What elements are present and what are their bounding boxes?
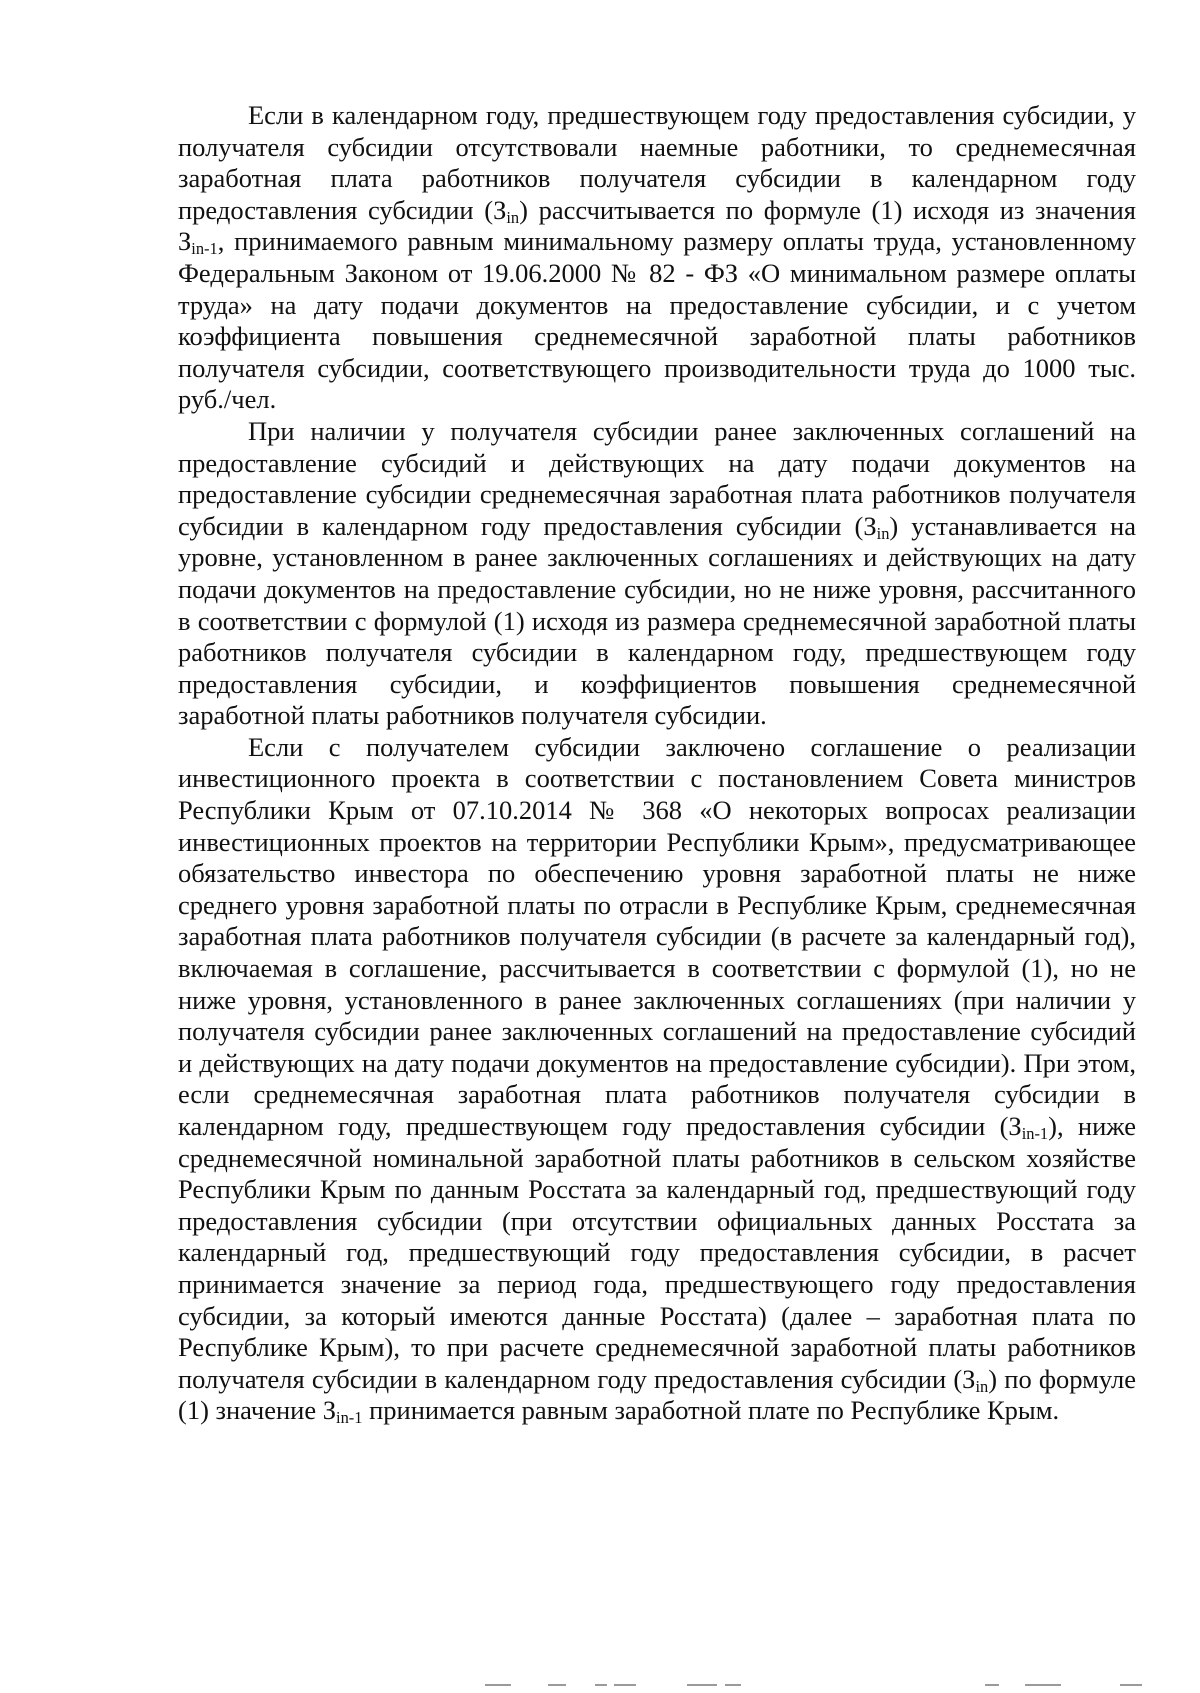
text-segment: При наличии у получателя субсидии ранее заключенных соглашений на предоставление субсидий и действующих на дату подачи документов на предоставление субсидии среднемесячная заработная плата работников получателя субсидии в календарном году предоставления субсидии (З: [178, 415, 1136, 541]
scan-artifact-mark: [725, 1684, 741, 1686]
scan-artifact-mark: [1025, 1684, 1061, 1686]
text-segment: ) по формуле (1) значение З: [178, 1363, 1136, 1426]
scan-artifact-mark: [485, 1684, 511, 1686]
paragraph-investment-project: [178, 732, 1136, 1427]
subscript-index: in: [876, 523, 890, 543]
scan-artifact-mark: [687, 1684, 717, 1686]
subscript-index: in-1: [1021, 1124, 1049, 1144]
text-segment: ) устанавливается на уровне, установленном в ранее заключенных соглашениях и действующих на дату подачи документов на предоставление субсидии, но не ниже уровня, рассчитанного в соответствии с формулой (1) исходя из размера среднемесячной заработной платы работников получателя субсидии в календарном году, предшествующем году предоставления субсидии, и коэффициентов повышения среднемесячной заработной платы работников получателя субсидии.: [178, 510, 1136, 731]
scan-artifact-mark: [595, 1684, 607, 1686]
text-segment: принимается равным заработной плате по Республике Крым.: [362, 1395, 1060, 1426]
text-segment: Если с получателем субсидии заключено соглашение о реализации инвестиционного проекта в соответствии с постановлением Совета министров Республики Крым от 07.10.2014 № 368 «О некоторых вопросах реализации инвестиционных проектов на территории Республики Крым», предусматривающее обязательство инвестора по обеспечению уровня заработной платы не ниже среднего уровня заработной платы по отрасли в Республике Крым, среднемесячная заработная плата работников получателя субсидии (в расчете за календарный год), включаемая в соглашение, рассчитывается в соответствии с формулой (1), но не ниже уровня, установленного в ранее заключенных соглашениях (при наличии у получателя субсидии ранее заключенных соглашений на предоставление субсидий и действующих на дату подачи документов на предоставление субсидии). При этом, если среднемесячная заработная плата работников получателя субсидии в календарном году, предшествующем году предоставления субсидии (З: [178, 731, 1136, 1141]
scan-artifact-mark: [985, 1684, 999, 1686]
scan-artifact-mark: [1120, 1684, 1142, 1686]
subscript-index: in-1: [191, 239, 218, 259]
scan-artifacts: [0, 1684, 1200, 1690]
subscript-index: in: [506, 207, 520, 227]
text-segment: , принимаемого равным минимальному размеру оплаты труда, установленному Федеральным Законом от 19.06.2000 № 82 - ФЗ «О минимальном размере оплаты труда» на дату подачи документов на предоставление субсидии, и с учетом коэффициента повышения среднемесячной заработной платы работников получателя субсидии, соответствующего производительности труда до 1000 тыс. руб./чел.: [178, 226, 1136, 415]
subscript-index: in: [975, 1376, 989, 1396]
paragraph-previous-agreements: [178, 416, 1136, 732]
paragraph-no-employees: [178, 100, 1136, 416]
scan-artifact-mark: [614, 1684, 636, 1686]
text-segment: Если в календарном году, предшествующем году предоставления субсидии, у получателя субсидии отсутствовали наемные работники, то среднемесячная заработная плата работников получателя субсидии в календарном году предоставления субсидии (З: [178, 100, 1136, 225]
scan-artifact-mark: [548, 1684, 566, 1686]
text-segment: ), ниже среднемесячной номинальной заработной платы работников в сельском хозяйстве Республики Крым по данным Росстата за календарный год, предшествующий году предоставления субсидии (при отсутствии официальных данных Росстата за календарный год, предшествующий году предоставления субсидии, в расчет принимается значение за период года, предшествующего году предоставления субсидии, за который имеются данные Росстата) (далее – заработная плата по Республике Крым), то при расчете среднемесячной заработной платы работников получателя субсидии в календарном году предоставления субсидии (З: [178, 1111, 1136, 1394]
document-page: [178, 100, 1136, 1427]
text-segment: ) рассчитывается по формуле (1) исходя из значения З: [178, 194, 1136, 257]
subscript-index: in-1: [336, 1408, 363, 1428]
